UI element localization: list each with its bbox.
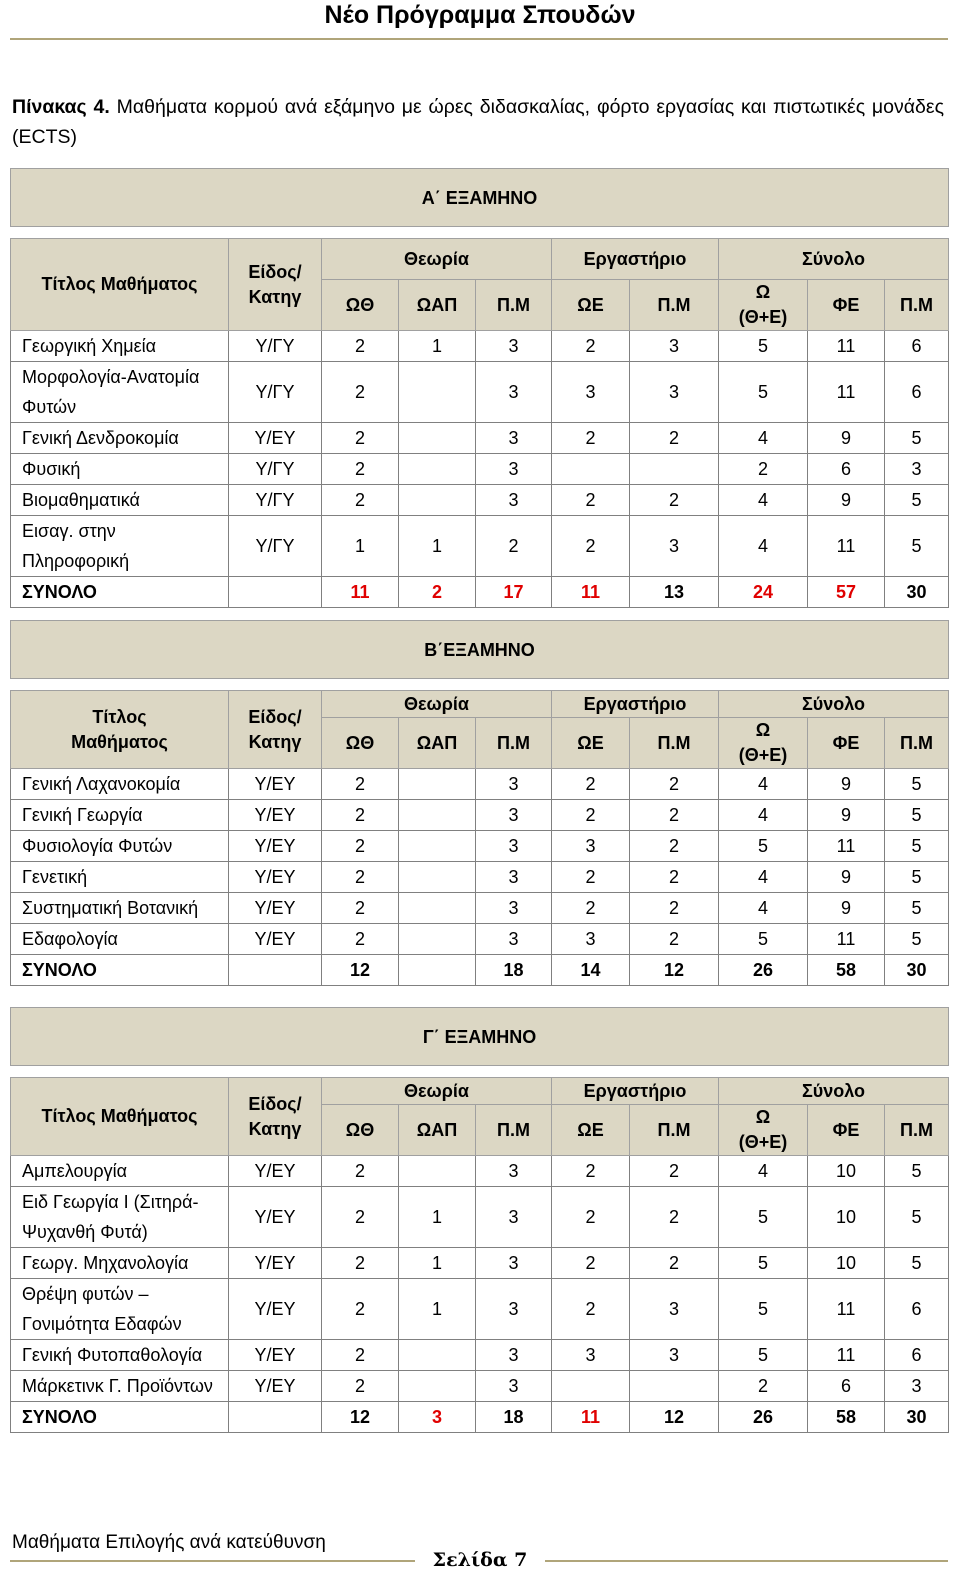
cell-omega: 4 — [719, 800, 808, 831]
cell-oth: 2 — [322, 1156, 399, 1187]
course-type: Υ/ΕΥ — [229, 800, 322, 831]
cell-omega: 5 — [719, 1187, 808, 1248]
cell-oap: 1 — [399, 1279, 476, 1340]
cell-oe: 2 — [552, 1248, 630, 1279]
cell-oth: 2 — [322, 1187, 399, 1248]
header-omega: Ω (Θ+Ε) — [719, 280, 808, 331]
cell-pm-lab: 2 — [630, 924, 719, 955]
page-number: Σελίδα 7 — [415, 1549, 545, 1571]
cell-fe: 11 — [808, 331, 885, 362]
table-row — [11, 454, 949, 485]
header-fe: ΦΕ — [808, 280, 885, 331]
header-title: Τίτλος Μαθήματος — [11, 1078, 229, 1156]
header-type: Είδος/ Κατηγ — [229, 691, 322, 769]
cell-oap — [399, 893, 476, 924]
cell-oe: 2 — [552, 1156, 630, 1187]
table-row — [11, 1156, 949, 1187]
cell-pm-theory: 3 — [476, 485, 552, 516]
cell-pm-theory: 3 — [476, 1279, 552, 1340]
course-name: Γενική Λαχανοκομία — [11, 769, 229, 800]
cell-oth: 2 — [322, 893, 399, 924]
table-caption — [12, 92, 944, 152]
cell-oe: 2 — [552, 769, 630, 800]
header-type: Είδος/ Κατηγ — [229, 1078, 322, 1156]
total-oap — [399, 955, 476, 986]
cell-pm-lab: 2 — [630, 1187, 719, 1248]
header-fe: ΦΕ — [808, 718, 885, 769]
cell-pm-theory: 3 — [476, 831, 552, 862]
semester-b-table — [10, 620, 949, 986]
cell-oe: 2 — [552, 516, 630, 577]
cell-omega: 5 — [719, 1340, 808, 1371]
course-type: Υ/ΕΥ — [229, 862, 322, 893]
cell-omega: 5 — [719, 831, 808, 862]
cell-fe: 11 — [808, 516, 885, 577]
cell-fe: 9 — [808, 485, 885, 516]
course-type: Υ/ΕΥ — [229, 423, 322, 454]
table-row — [11, 769, 949, 800]
cell-fe: 11 — [808, 362, 885, 423]
total-oe: 14 — [552, 955, 630, 986]
cell-pm-theory: 3 — [476, 1371, 552, 1402]
course-type: Υ/ΓΥ — [229, 331, 322, 362]
cell-oth: 2 — [322, 454, 399, 485]
cell-pm-total: 5 — [885, 485, 949, 516]
total-row — [11, 577, 949, 608]
table-row — [11, 1371, 949, 1402]
total-pm-total: 30 — [885, 577, 949, 608]
total-omega: 24 — [719, 577, 808, 608]
footer-section-title: Μαθήματα Επιλογής ανά κατεύθυνση — [12, 1532, 326, 1553]
cell-oth: 2 — [322, 423, 399, 454]
cell-omega: 4 — [719, 893, 808, 924]
total-pm-lab: 12 — [630, 1402, 719, 1433]
total-fe: 58 — [808, 955, 885, 986]
cell-fe: 9 — [808, 893, 885, 924]
header-total: Σύνολο — [719, 691, 949, 718]
cell-oap — [399, 924, 476, 955]
cell-omega: 5 — [719, 331, 808, 362]
cell-pm-lab: 2 — [630, 1248, 719, 1279]
cell-oth: 2 — [322, 1371, 399, 1402]
header-pm-total: Π.Μ — [885, 718, 949, 769]
total-pm-total: 30 — [885, 955, 949, 986]
cell-pm-theory: 3 — [476, 1248, 552, 1279]
header-lab: Εργαστήριο — [552, 1078, 719, 1105]
total-pm-lab: 12 — [630, 955, 719, 986]
total-row — [11, 955, 949, 986]
cell-pm-lab: 2 — [630, 485, 719, 516]
cell-pm-total: 6 — [885, 1340, 949, 1371]
header-oe: ΩΕ — [552, 280, 630, 331]
table-row — [11, 831, 949, 862]
cell-oe: 2 — [552, 423, 630, 454]
cell-oe: 3 — [552, 924, 630, 955]
header-fe: ΦΕ — [808, 1105, 885, 1156]
total-label: ΣΥΝΟΛΟ — [11, 955, 229, 986]
course-name: Γενική Φυτοπαθολογία — [11, 1340, 229, 1371]
header-oap: ΩΑΠ — [399, 718, 476, 769]
cell-oth: 2 — [322, 862, 399, 893]
cell-fe: 10 — [808, 1156, 885, 1187]
cell-omega: 5 — [719, 924, 808, 955]
course-type: Υ/ΕΥ — [229, 1156, 322, 1187]
cell-oth: 2 — [322, 924, 399, 955]
cell-pm-lab: 2 — [630, 862, 719, 893]
cell-pm-lab: 2 — [630, 800, 719, 831]
cell-omega: 2 — [719, 1371, 808, 1402]
cell-oe: 2 — [552, 331, 630, 362]
cell-pm-theory: 3 — [476, 331, 552, 362]
cell-fe: 11 — [808, 924, 885, 955]
cell-oap — [399, 800, 476, 831]
cell-pm-lab: 2 — [630, 423, 719, 454]
cell-pm-lab: 2 — [630, 769, 719, 800]
header-oth: ΩΘ — [322, 718, 399, 769]
cell-pm-total: 5 — [885, 862, 949, 893]
cell-pm-total: 5 — [885, 1187, 949, 1248]
cell-omega: 4 — [719, 1156, 808, 1187]
table-row — [11, 362, 949, 423]
cell-fe: 9 — [808, 800, 885, 831]
header-pm-total: Π.Μ — [885, 280, 949, 331]
course-type: Υ/ΓΥ — [229, 516, 322, 577]
cell-oap — [399, 1156, 476, 1187]
cell-fe: 10 — [808, 1187, 885, 1248]
cell-oth: 2 — [322, 1340, 399, 1371]
course-type: Υ/ΓΥ — [229, 485, 322, 516]
cell-oap: 1 — [399, 1248, 476, 1279]
course-name: Φυσιολογία Φυτών — [11, 831, 229, 862]
course-type: Υ/ΕΥ — [229, 924, 322, 955]
cell-oth: 2 — [322, 769, 399, 800]
cell-oap: 1 — [399, 1187, 476, 1248]
total-oap: 3 — [399, 1402, 476, 1433]
header-theory: Θεωρία — [322, 1078, 552, 1105]
total-oth: 12 — [322, 955, 399, 986]
total-label: ΣΥΝΟΛΟ — [11, 1402, 229, 1433]
header-pm-theory: Π.Μ — [476, 280, 552, 331]
cell-pm-lab: 3 — [630, 516, 719, 577]
cell-fe: 11 — [808, 1340, 885, 1371]
cell-pm-total: 6 — [885, 331, 949, 362]
cell-pm-theory: 3 — [476, 1187, 552, 1248]
cell-pm-total: 6 — [885, 1279, 949, 1340]
cell-pm-lab: 3 — [630, 1279, 719, 1340]
cell-pm-theory: 3 — [476, 924, 552, 955]
course-name: Γεωργ. Μηχανολογία — [11, 1248, 229, 1279]
cell-pm-total: 5 — [885, 800, 949, 831]
cell-pm-total: 5 — [885, 1156, 949, 1187]
course-type: Υ/ΕΥ — [229, 893, 322, 924]
header-oap: ΩΑΠ — [399, 1105, 476, 1156]
course-name: Γενετική — [11, 862, 229, 893]
cell-oap: 1 — [399, 331, 476, 362]
course-type: Υ/ΕΥ — [229, 1371, 322, 1402]
cell-oap — [399, 1340, 476, 1371]
caption-text: Μαθήματα κορμού ανά εξάμηνο με ώρες διδασκαλίας, φόρτο εργασίας και πιστωτικές μονάδες (ECTS) — [12, 96, 944, 148]
header-lab: Εργαστήριο — [552, 239, 719, 280]
total-label: ΣΥΝΟΛΟ — [11, 577, 229, 608]
course-name: Εδαφολογία — [11, 924, 229, 955]
total-fe: 58 — [808, 1402, 885, 1433]
cell-oe: 2 — [552, 862, 630, 893]
cell-oap: 1 — [399, 516, 476, 577]
semester-a-table — [10, 168, 949, 608]
cell-oe: 3 — [552, 362, 630, 423]
header-pm-theory: Π.Μ — [476, 1105, 552, 1156]
total-fe: 57 — [808, 577, 885, 608]
course-type: Υ/ΕΥ — [229, 1187, 322, 1248]
course-name: Συστηματική Βοτανική — [11, 893, 229, 924]
cell-pm-lab — [630, 454, 719, 485]
cell-oap — [399, 454, 476, 485]
course-name: Γεωργική Χημεία — [11, 331, 229, 362]
cell-pm-total: 5 — [885, 924, 949, 955]
cell-oth: 2 — [322, 1248, 399, 1279]
cell-pm-theory: 3 — [476, 1340, 552, 1371]
table-row — [11, 1340, 949, 1371]
course-type: Υ/ΕΥ — [229, 1340, 322, 1371]
total-pm-total: 30 — [885, 1402, 949, 1433]
cell-oth: 2 — [322, 485, 399, 516]
cell-omega: 4 — [719, 862, 808, 893]
cell-oap — [399, 362, 476, 423]
header-theory: Θεωρία — [322, 239, 552, 280]
cell-omega: 4 — [719, 423, 808, 454]
table-row — [11, 800, 949, 831]
header-rule — [10, 38, 948, 40]
table-row — [11, 893, 949, 924]
semester-title: Γ΄ ΕΞΑΜΗΝΟ — [11, 1008, 949, 1066]
cell-pm-lab: 3 — [630, 331, 719, 362]
cell-omega: 4 — [719, 485, 808, 516]
cell-oap — [399, 485, 476, 516]
header-oe: ΩΕ — [552, 718, 630, 769]
cell-oth: 2 — [322, 1279, 399, 1340]
cell-omega: 5 — [719, 1279, 808, 1340]
cell-pm-theory: 3 — [476, 862, 552, 893]
semester-title: Β΄ΕΞΑΜΗΝΟ — [11, 621, 949, 679]
cell-fe: 9 — [808, 769, 885, 800]
total-pm-theory: 18 — [476, 1402, 552, 1433]
cell-oap — [399, 423, 476, 454]
cell-pm-total: 5 — [885, 769, 949, 800]
cell-pm-theory: 3 — [476, 423, 552, 454]
cell-pm-total: 3 — [885, 454, 949, 485]
cell-oe: 2 — [552, 800, 630, 831]
cell-omega: 5 — [719, 362, 808, 423]
header-pm-lab: Π.Μ — [630, 280, 719, 331]
cell-pm-total: 5 — [885, 423, 949, 454]
cell-pm-theory: 3 — [476, 362, 552, 423]
course-name: Φυσική — [11, 454, 229, 485]
header-omega: Ω (Θ+Ε) — [719, 1105, 808, 1156]
cell-oe: 2 — [552, 893, 630, 924]
total-row — [11, 1402, 949, 1433]
cell-oe — [552, 454, 630, 485]
header-omega: Ω (Θ+Ε) — [719, 718, 808, 769]
cell-pm-lab: 2 — [630, 831, 719, 862]
cell-oap — [399, 862, 476, 893]
course-type: Υ/ΓΥ — [229, 454, 322, 485]
cell-oe — [552, 1371, 630, 1402]
cell-oth: 2 — [322, 331, 399, 362]
cell-fe: 11 — [808, 1279, 885, 1340]
cell-pm-theory: 3 — [476, 800, 552, 831]
total-omega: 26 — [719, 955, 808, 986]
cell-oe: 3 — [552, 1340, 630, 1371]
total-oe: 11 — [552, 577, 630, 608]
cell-fe: 6 — [808, 1371, 885, 1402]
total-pm-lab: 13 — [630, 577, 719, 608]
cell-oth: 2 — [322, 362, 399, 423]
table-row — [11, 1248, 949, 1279]
cell-pm-total: 5 — [885, 1248, 949, 1279]
table-row — [11, 924, 949, 955]
cell-fe: 9 — [808, 423, 885, 454]
total-type — [229, 577, 322, 608]
cell-pm-total: 5 — [885, 516, 949, 577]
total-pm-theory: 17 — [476, 577, 552, 608]
header-total: Σύνολο — [719, 1078, 949, 1105]
cell-pm-lab — [630, 1371, 719, 1402]
total-oe: 11 — [552, 1402, 630, 1433]
course-type: Υ/ΕΥ — [229, 1279, 322, 1340]
caption-label: Πίνακας 4. — [12, 96, 110, 118]
cell-fe: 11 — [808, 831, 885, 862]
cell-pm-theory: 2 — [476, 516, 552, 577]
header-oap: ΩΑΠ — [399, 280, 476, 331]
course-name: Θρέψη φυτών – Γονιμότητα Εδαφών — [11, 1279, 229, 1340]
cell-pm-total: 3 — [885, 1371, 949, 1402]
cell-omega: 5 — [719, 1248, 808, 1279]
cell-pm-total: 5 — [885, 893, 949, 924]
total-oap: 2 — [399, 577, 476, 608]
cell-pm-total: 6 — [885, 362, 949, 423]
cell-fe: 6 — [808, 454, 885, 485]
table-row — [11, 516, 949, 577]
cell-pm-theory: 3 — [476, 769, 552, 800]
cell-pm-theory: 3 — [476, 893, 552, 924]
cell-oth: 2 — [322, 800, 399, 831]
cell-pm-total: 5 — [885, 831, 949, 862]
cell-oap — [399, 769, 476, 800]
header-pm-lab: Π.Μ — [630, 1105, 719, 1156]
header-type: Είδος/ Κατηγ — [229, 239, 322, 331]
header-lab: Εργαστήριο — [552, 691, 719, 718]
cell-pm-lab: 2 — [630, 893, 719, 924]
cell-pm-lab: 2 — [630, 1156, 719, 1187]
course-name: Αμπελουργία — [11, 1156, 229, 1187]
cell-oe: 2 — [552, 485, 630, 516]
header-pm-theory: Π.Μ — [476, 718, 552, 769]
cell-pm-lab: 3 — [630, 362, 719, 423]
total-type — [229, 955, 322, 986]
header-pm-lab: Π.Μ — [630, 718, 719, 769]
course-type: Υ/ΓΥ — [229, 362, 322, 423]
course-name: Ειδ Γεωργία Ι (Σιτηρά-Ψυχανθή Φυτά) — [11, 1187, 229, 1248]
course-name: Γενική Δενδροκομία — [11, 423, 229, 454]
header-pm-total: Π.Μ — [885, 1105, 949, 1156]
course-name: Γενική Γεωργία — [11, 800, 229, 831]
header-total: Σύνολο — [719, 239, 949, 280]
cell-oap — [399, 831, 476, 862]
course-name: Μορφολογία-Ανατομία Φυτών — [11, 362, 229, 423]
cell-oe: 3 — [552, 831, 630, 862]
table-row — [11, 485, 949, 516]
cell-omega: 4 — [719, 769, 808, 800]
total-oth: 11 — [322, 577, 399, 608]
course-type: Υ/ΕΥ — [229, 1248, 322, 1279]
total-type — [229, 1402, 322, 1433]
cell-pm-theory: 3 — [476, 1156, 552, 1187]
course-name: Μάρκετινκ Γ. Προϊόντων — [11, 1371, 229, 1402]
table-row — [11, 1279, 949, 1340]
header-oth: ΩΘ — [322, 1105, 399, 1156]
cell-fe: 9 — [808, 862, 885, 893]
course-name: Βιομαθηματικά — [11, 485, 229, 516]
cell-fe: 10 — [808, 1248, 885, 1279]
cell-oe: 2 — [552, 1279, 630, 1340]
total-pm-theory: 18 — [476, 955, 552, 986]
table-row — [11, 862, 949, 893]
cell-oap — [399, 1371, 476, 1402]
semester-title: Α΄ ΕΞΑΜΗΝΟ — [11, 169, 949, 227]
cell-omega: 2 — [719, 454, 808, 485]
course-name: Εισαγ. στην Πληροφορική — [11, 516, 229, 577]
total-omega: 26 — [719, 1402, 808, 1433]
cell-oe: 2 — [552, 1187, 630, 1248]
page-header: Νέο Πρόγραμμα Σπουδών — [324, 1, 636, 29]
cell-oth: 2 — [322, 831, 399, 862]
header-oth: ΩΘ — [322, 280, 399, 331]
table-row — [11, 423, 949, 454]
course-type: Υ/ΕΥ — [229, 831, 322, 862]
table-row — [11, 331, 949, 362]
header-title: Τίτλος Μαθήματος — [11, 691, 229, 769]
cell-omega: 4 — [719, 516, 808, 577]
semester-c-table — [10, 1007, 949, 1433]
table-row — [11, 1187, 949, 1248]
cell-oth: 1 — [322, 516, 399, 577]
course-type: Υ/ΕΥ — [229, 769, 322, 800]
header-oe: ΩΕ — [552, 1105, 630, 1156]
total-oth: 12 — [322, 1402, 399, 1433]
header-title: Τίτλος Μαθήματος — [11, 239, 229, 331]
cell-pm-theory: 3 — [476, 454, 552, 485]
cell-pm-lab: 3 — [630, 1340, 719, 1371]
header-theory: Θεωρία — [322, 691, 552, 718]
